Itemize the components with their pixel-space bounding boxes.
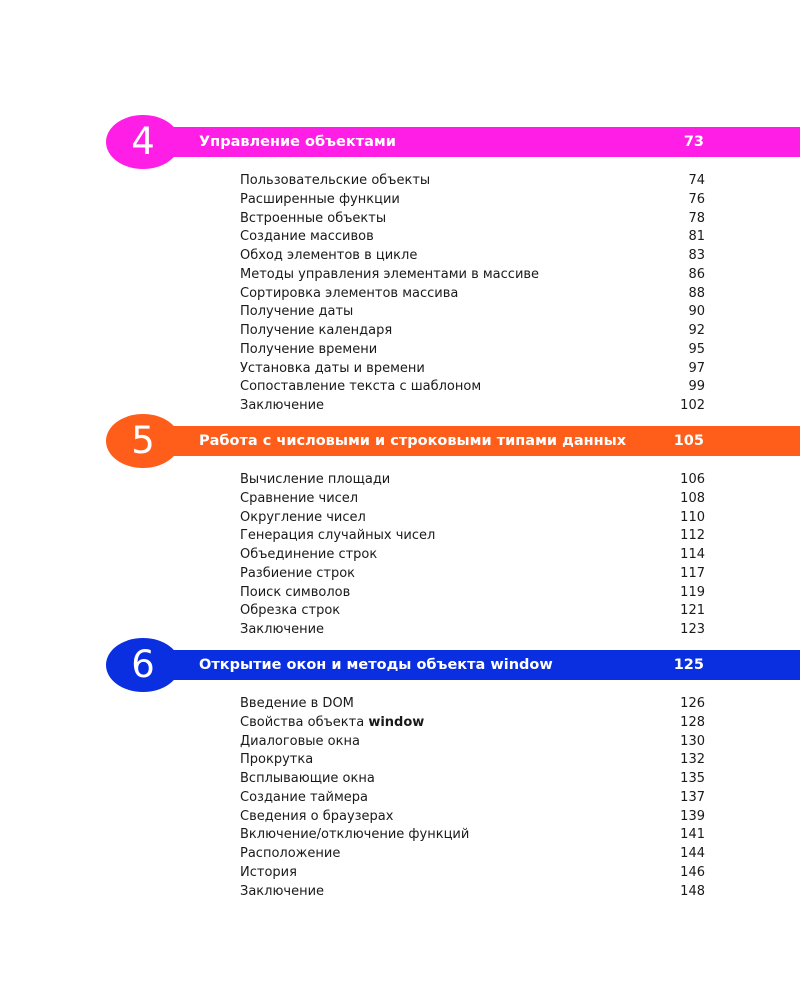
toc-entry[interactable] bbox=[240, 210, 705, 229]
toc-entry-page-number: 121 bbox=[680, 603, 705, 619]
chapter-page-number: 105 bbox=[673, 433, 704, 449]
toc-entry-title: Обрезка строк bbox=[240, 603, 341, 619]
toc-entry-title: Поиск символов bbox=[240, 584, 351, 600]
toc-entry[interactable] bbox=[240, 285, 705, 304]
toc-entry-title: Диалоговые окна bbox=[240, 733, 360, 749]
toc-entry[interactable] bbox=[240, 864, 705, 883]
toc-entry-title: Сопоставление текста с шаблоном bbox=[240, 379, 482, 395]
chapter-4-entries bbox=[240, 172, 705, 416]
toc-entry-title: Вычисление площади bbox=[240, 472, 391, 487]
toc-entry[interactable] bbox=[240, 621, 705, 640]
toc-entry-title: Расположение bbox=[240, 846, 341, 861]
toc-entry-title: Сведения о браузерах bbox=[240, 808, 394, 824]
toc-entry-title: Методы управления элементами в массиве bbox=[240, 266, 540, 282]
toc-entry-title: Получение времени bbox=[240, 341, 378, 357]
toc-entry-title: Получение календаря bbox=[240, 323, 393, 338]
toc-entry[interactable] bbox=[240, 527, 705, 546]
toc-entry-title: Установка даты и времени bbox=[240, 360, 425, 376]
toc-entry-title: Создание массивов bbox=[240, 229, 374, 245]
toc-entry-title: Генерация случайных чисел bbox=[240, 528, 436, 544]
toc-entry[interactable] bbox=[240, 695, 705, 714]
chapter-title[interactable]: Открытие окон и методы объекта window bbox=[199, 657, 553, 673]
chapter-page-number: 73 bbox=[683, 134, 704, 150]
toc-entry-page-number: 99 bbox=[688, 379, 705, 395]
toc-entry[interactable] bbox=[240, 883, 705, 902]
toc-entry-title: Объединение строк bbox=[240, 547, 378, 562]
toc-entry[interactable] bbox=[240, 565, 705, 584]
toc-entry-page-number: 137 bbox=[680, 789, 705, 805]
toc-entry[interactable] bbox=[240, 714, 705, 733]
toc-entry[interactable] bbox=[240, 471, 705, 490]
toc-entry[interactable] bbox=[240, 808, 705, 827]
toc-entry-page-number: 139 bbox=[680, 808, 705, 824]
toc-entry-title: Создание таймера bbox=[240, 789, 368, 805]
toc-entry-page-number: 126 bbox=[680, 696, 705, 711]
toc-entry-page-number: 114 bbox=[680, 547, 705, 562]
toc-entry-page-number: 110 bbox=[680, 509, 705, 525]
toc-entry-page-number: 112 bbox=[680, 528, 705, 544]
toc-entry-title: Получение даты bbox=[240, 304, 354, 320]
toc-entry-title: История bbox=[240, 864, 297, 880]
toc-entry-title: Прокрутка bbox=[240, 752, 314, 768]
toc-entry[interactable] bbox=[240, 584, 705, 603]
toc-entry[interactable] bbox=[240, 845, 705, 864]
toc-entry[interactable] bbox=[240, 228, 705, 247]
toc-entry[interactable] bbox=[240, 303, 705, 322]
toc-entry-page-number: 144 bbox=[680, 846, 705, 861]
toc-entry[interactable] bbox=[240, 509, 705, 528]
toc-entry[interactable] bbox=[240, 266, 705, 285]
toc-entry-page-number: 119 bbox=[680, 584, 705, 600]
chapter-number: 5 bbox=[131, 419, 155, 462]
toc-entry-page-number: 148 bbox=[680, 883, 705, 899]
toc-entry[interactable] bbox=[240, 247, 705, 266]
toc-entry-title: Включение/отключение функций bbox=[240, 827, 470, 843]
toc-entry-page-number: 102 bbox=[680, 398, 705, 413]
toc-entry-page-number: 97 bbox=[688, 360, 705, 376]
toc-entry-page-number: 132 bbox=[680, 752, 705, 768]
toc-entry-title: Сортировка элементов массива bbox=[240, 285, 459, 301]
toc-entry-page-number: 135 bbox=[680, 771, 705, 786]
toc-entry-title: Обход элементов в цикле bbox=[240, 248, 418, 263]
toc-entry-title: Разбиение строк bbox=[240, 565, 356, 581]
toc-entry-page-number: 90 bbox=[688, 304, 705, 320]
toc-entry-title: Всплывающие окна bbox=[240, 771, 375, 786]
toc-entry[interactable] bbox=[240, 770, 705, 789]
chapter-6-number-badge bbox=[106, 638, 180, 692]
chapter-4-number-badge bbox=[106, 115, 180, 169]
toc-entry[interactable] bbox=[240, 789, 705, 808]
toc-entry-title: Заключение bbox=[240, 622, 325, 637]
toc-entry-page-number: 123 bbox=[680, 622, 705, 637]
toc-entry-page-number: 130 bbox=[680, 733, 705, 749]
toc-entry-page-number: 83 bbox=[688, 248, 705, 263]
toc-entry-page-number: 76 bbox=[688, 191, 705, 207]
toc-entry[interactable] bbox=[240, 360, 705, 379]
toc-entry-page-number: 128 bbox=[680, 714, 705, 730]
toc-entry-page-number: 141 bbox=[680, 827, 705, 843]
toc-entry-title: Пользовательские объекты bbox=[240, 173, 431, 188]
toc-entry-title: Заключение bbox=[240, 398, 325, 413]
toc-entry-page-number: 92 bbox=[688, 323, 705, 338]
toc-entry[interactable] bbox=[240, 733, 705, 752]
toc-entry-title: Введение в DOM bbox=[240, 696, 354, 711]
toc-entry[interactable] bbox=[240, 602, 705, 621]
toc-entry-page-number: 146 bbox=[680, 864, 705, 880]
toc-entry-title: Расширенные функции bbox=[240, 191, 400, 207]
toc-entry[interactable] bbox=[240, 172, 705, 191]
toc-entry[interactable] bbox=[240, 546, 705, 565]
toc-entry[interactable] bbox=[240, 826, 705, 845]
chapter-6-entries bbox=[240, 695, 705, 901]
chapter-5-entries bbox=[240, 471, 705, 640]
chapter-number: 6 bbox=[131, 643, 155, 686]
toc-entry-page-number: 117 bbox=[680, 565, 705, 581]
toc-entry[interactable] bbox=[240, 490, 705, 509]
chapter-5-number-badge bbox=[106, 414, 180, 468]
toc-entry-title: Свойства объекта window bbox=[240, 714, 425, 730]
toc-entry[interactable] bbox=[240, 397, 705, 416]
toc-entry-page-number: 78 bbox=[688, 210, 705, 226]
toc-entry-page-number: 74 bbox=[688, 173, 705, 188]
toc-entry-title: Заключение bbox=[240, 883, 325, 899]
toc-entry-page-number: 88 bbox=[688, 285, 705, 301]
toc-entry-page-number: 108 bbox=[680, 490, 705, 506]
toc-entry-title: Сравнение чисел bbox=[240, 490, 359, 506]
toc-entry-title: Округление чисел bbox=[240, 509, 366, 525]
chapter-title[interactable]: Управление объектами bbox=[199, 134, 396, 150]
toc-entry[interactable] bbox=[240, 322, 705, 341]
toc-entry-page-number: 81 bbox=[688, 229, 705, 245]
chapter-number: 4 bbox=[131, 120, 155, 163]
toc-entry[interactable] bbox=[240, 751, 705, 770]
chapter-title[interactable]: Работа с числовыми и строковыми типами данных bbox=[199, 433, 627, 449]
toc-entry-title: Встроенные объекты bbox=[240, 210, 387, 226]
toc-entry[interactable] bbox=[240, 191, 705, 210]
chapter-page-number: 125 bbox=[673, 657, 704, 673]
toc-entry-page-number: 86 bbox=[688, 266, 705, 282]
toc-entry-page-number: 106 bbox=[680, 472, 705, 487]
toc-entry[interactable] bbox=[240, 341, 705, 360]
toc-entry-page-number: 95 bbox=[688, 341, 705, 357]
toc-entry[interactable] bbox=[240, 378, 705, 397]
